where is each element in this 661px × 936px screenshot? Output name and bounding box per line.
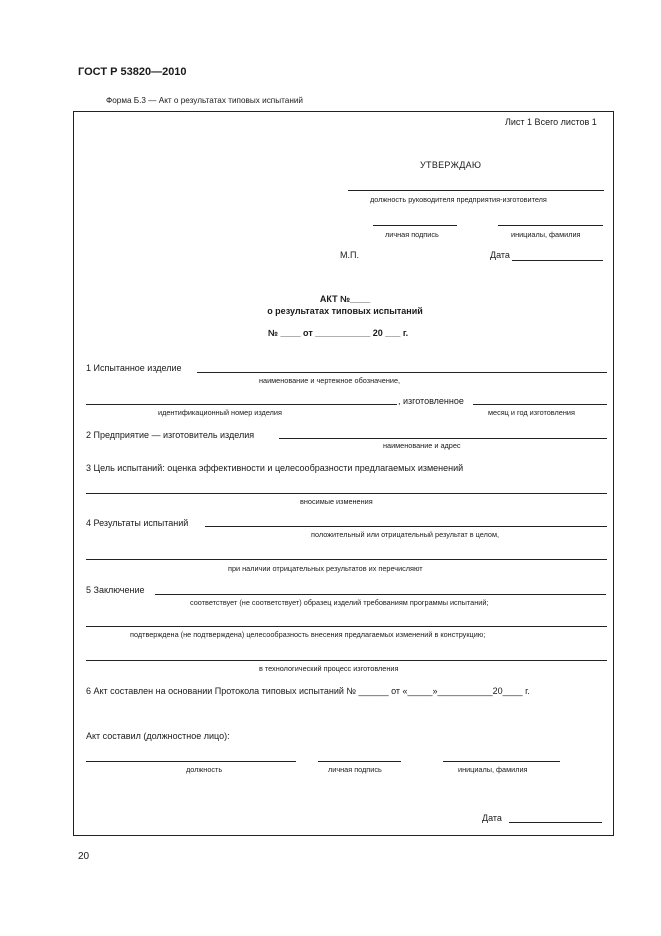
item5-line2[interactable] bbox=[86, 626, 607, 627]
item5-caption1: соответствует (не соответствует) образец изделий требованиям программы испытаний; bbox=[190, 598, 489, 607]
item1-caption: наименование и чертежное обозначение, bbox=[259, 376, 401, 385]
compiler-signature-line[interactable] bbox=[318, 761, 401, 762]
sheet-info: Лист 1 Всего листов 1 bbox=[505, 117, 597, 127]
item2-label: 2 Предприятие — изготовитель изделия bbox=[86, 430, 255, 440]
item1-label: 1 Испытанное изделие bbox=[86, 363, 182, 373]
item4-caption2: при наличии отрицательных результатов их перечисляют bbox=[228, 564, 423, 573]
form-frame bbox=[73, 111, 614, 836]
month-year-line[interactable] bbox=[473, 404, 607, 405]
compiler-position-caption: должность bbox=[186, 765, 223, 774]
item2-line[interactable] bbox=[279, 438, 607, 439]
approver-initials-line[interactable] bbox=[498, 225, 603, 226]
act-title: АКТ №____ bbox=[319, 294, 371, 304]
item2-caption: наименование и адрес bbox=[383, 441, 461, 450]
item4-label: 4 Результаты испытаний bbox=[86, 518, 189, 528]
final-date-line[interactable] bbox=[509, 822, 602, 823]
compiler-position-line[interactable] bbox=[86, 761, 296, 762]
approval-date-line[interactable] bbox=[512, 260, 603, 261]
standard-code: ГОСТ Р 53820—2010 bbox=[78, 66, 187, 78]
item4-line2[interactable] bbox=[86, 559, 607, 560]
id-caption: идентификационный номер изделия bbox=[158, 408, 282, 417]
item4-caption1: положительный или отрицательный результат в целом, bbox=[311, 530, 500, 539]
manufactured-label: , изготовленное bbox=[398, 396, 464, 406]
approver-initials-caption: инициалы, фамилия bbox=[511, 230, 581, 239]
compiler-signature-caption: личная подпись bbox=[328, 765, 382, 774]
stamp-label: М.П. bbox=[340, 250, 359, 260]
item3-label: 3 Цель испытаний: оценка эффективности и целесообразности предлагаемых изменений bbox=[86, 463, 464, 473]
month-year-caption: месяц и год изготовления bbox=[488, 408, 575, 417]
item5-caption3: в технологический процесс изготовления bbox=[259, 664, 399, 673]
item5-line[interactable] bbox=[155, 594, 606, 595]
item6-label: 6 Акт составлен на основании Протокола типовых испытаний № ______ от «_____»___________20____ г. bbox=[86, 686, 530, 696]
compiler-initials-caption: инициалы, фамилия bbox=[458, 765, 528, 774]
item3-caption: вносимые изменения bbox=[300, 497, 373, 506]
approver-position-caption: должность руководителя предприятия-изготовителя bbox=[370, 195, 547, 204]
item3-line[interactable] bbox=[86, 493, 607, 494]
item1-line[interactable] bbox=[197, 372, 607, 373]
final-date-label: Дата bbox=[482, 813, 502, 823]
act-number: № ____ от ___________ 20 ___ г. bbox=[268, 328, 409, 338]
act-subtitle: о результатах типовых испытаний bbox=[267, 306, 423, 316]
compiler-initials-line[interactable] bbox=[443, 761, 560, 762]
approver-position-line[interactable] bbox=[348, 190, 604, 191]
compiled-by-label: Акт составил (должностное лицо): bbox=[86, 731, 230, 741]
item5-line3[interactable] bbox=[86, 660, 607, 661]
form-caption: Форма Б.3 — Акт о результатах типовых испытаний bbox=[106, 96, 304, 105]
item4-line[interactable] bbox=[205, 526, 607, 527]
approve-heading: УТВЕРЖДАЮ bbox=[420, 160, 482, 170]
approver-signature-caption: личная подпись bbox=[385, 230, 439, 239]
item5-caption2: подтверждена (не подтверждена) целесообразность внесения предлагаемых изменений в конструкцию; bbox=[130, 630, 486, 639]
item5-label: 5 Заключение bbox=[86, 585, 145, 595]
approver-signature-line[interactable] bbox=[373, 225, 457, 226]
approval-date-label: Дата bbox=[490, 250, 510, 260]
page-number: 20 bbox=[78, 851, 90, 862]
id-number-line[interactable] bbox=[86, 404, 397, 405]
